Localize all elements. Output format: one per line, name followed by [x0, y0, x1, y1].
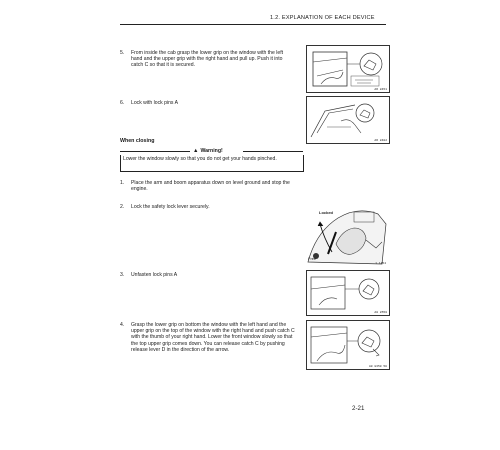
section-title: 1.2. EXPLANATION OF EACH DEVICE	[270, 15, 375, 21]
step-text: Place the arm and boom apparatus down on level ground and stop the engine.	[131, 180, 290, 193]
step-1	[120, 180, 295, 192]
free-label: Free	[308, 256, 317, 261]
figure-code: A0 8350 50	[368, 365, 387, 368]
warning-header	[120, 148, 303, 154]
warning-label-text: Warning!	[200, 148, 223, 154]
step-number: 6.	[120, 100, 125, 106]
warning-text: Lower the window slowly so that you do not get your hands pinched.	[123, 156, 277, 162]
figure-safety-lock-lever	[306, 204, 388, 266]
step-number: 3.	[120, 272, 125, 278]
warning-triangle-icon: ▲	[193, 148, 199, 154]
warning-rule-left	[120, 151, 190, 152]
warning-rule-right	[243, 151, 303, 152]
step-text: From inside the cab grasp the lower grip on the window with the left hand and the upper grip with the right hand and pull up. Push it into catch C so that it is secured.	[131, 50, 284, 69]
step-text: Lock with lock pins A	[131, 100, 178, 106]
step-text: Grasp the lower grip on bottom the window with the left hand and the upper grip on the top of the window with the right hand and push catch C with the thumb of your right hand. Lower the front window slowly so that the top upper grip comes down. You can release catch C by pushing release lever D in the direction of the arrow.	[131, 322, 295, 353]
figure-code: 1 1454	[375, 262, 386, 265]
step-number: 1.	[120, 180, 125, 186]
step-5	[120, 50, 295, 69]
step-6	[120, 100, 295, 106]
figure-code: A0 8550	[374, 311, 387, 314]
step-number: 5.	[120, 50, 125, 56]
step-4	[120, 322, 295, 353]
step-number: 2.	[120, 204, 125, 210]
step-text: Lock the safety lock lever securely.	[131, 204, 210, 210]
figure-code: AO 8402	[374, 139, 387, 142]
locked-label: Locked	[319, 210, 334, 215]
step-text: Unfasten lock pins A	[131, 272, 178, 278]
step-2	[120, 204, 295, 210]
figure-unfasten-lock-pins	[306, 270, 390, 316]
page-number: 2-21	[352, 405, 365, 412]
warning-label	[193, 148, 223, 154]
header-rule	[120, 24, 386, 25]
figure-code: AO 8451	[374, 88, 387, 91]
step-3	[120, 272, 295, 278]
figure-pull-up-window	[306, 45, 390, 93]
when-closing-heading: When closing	[120, 138, 155, 144]
warning-box	[120, 155, 304, 172]
figure-lower-window	[306, 320, 390, 370]
step-number: 4.	[120, 322, 125, 328]
figure-lock-pins	[306, 96, 390, 144]
